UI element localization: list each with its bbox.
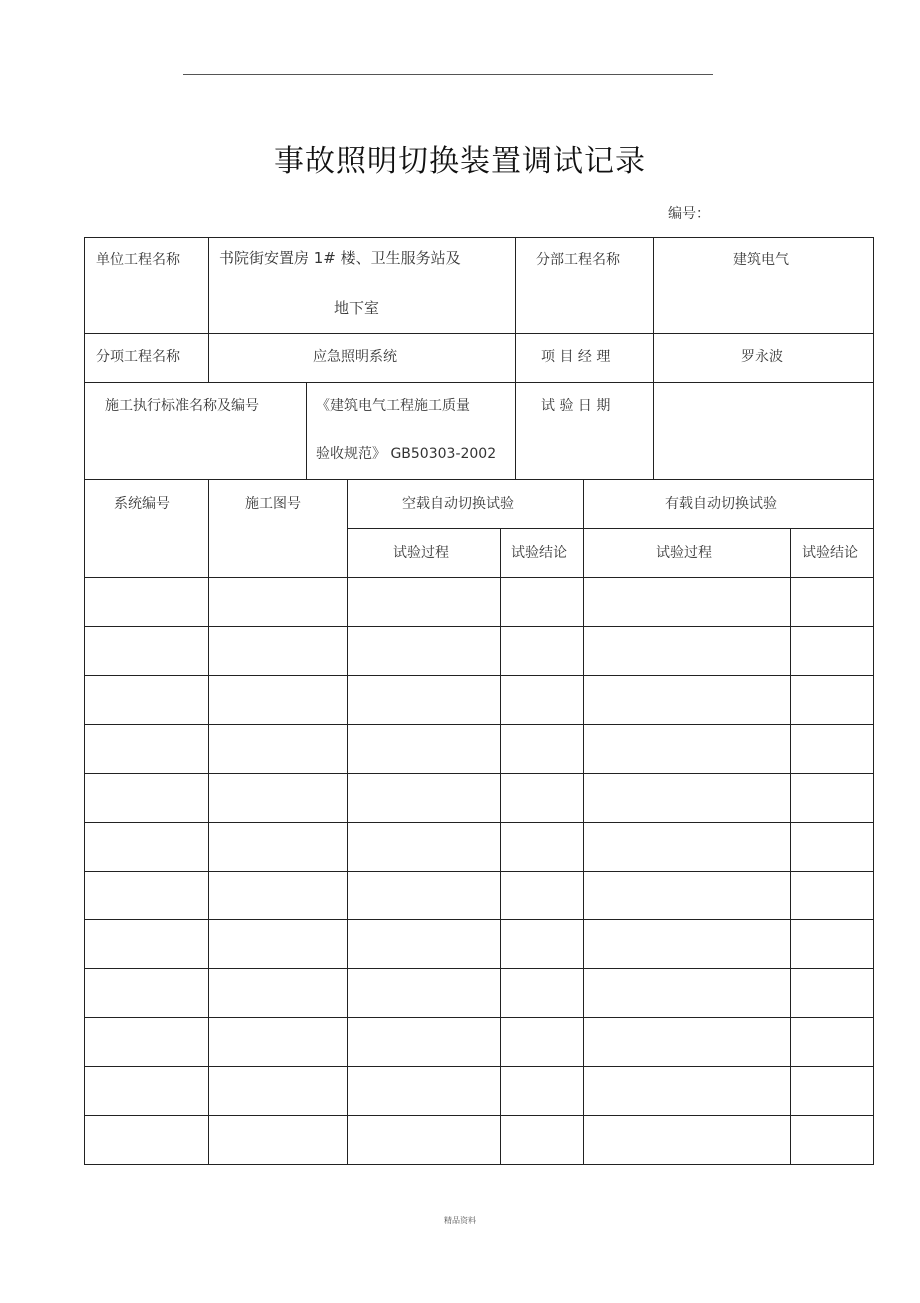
project-manager-label: 项 目 经 理 bbox=[541, 349, 611, 365]
sub-item-label: 分项工程名称 bbox=[96, 349, 180, 365]
table-row-divider bbox=[84, 822, 874, 823]
table-row-divider bbox=[84, 626, 874, 627]
unit-project-label: 单位工程名称 bbox=[96, 252, 180, 268]
standard-label: 施工执行标准名称及编号 bbox=[105, 398, 259, 414]
group-load: 有载自动切换试验 bbox=[665, 496, 777, 512]
info-row-divider bbox=[84, 382, 874, 383]
standard-value-line2: 验收规范》 GB50303-2002 bbox=[316, 446, 497, 462]
unit-project-value-line1: 书院街安置房 1# 楼、卫生服务站及 bbox=[219, 249, 461, 267]
table-row-divider bbox=[84, 724, 874, 725]
info-section-bottom bbox=[84, 479, 874, 480]
sub-conclusion-1: 试验结论 bbox=[511, 545, 567, 561]
table-col-divider bbox=[790, 528, 791, 1165]
table-border-bottom bbox=[84, 1164, 874, 1165]
table-row-divider bbox=[84, 871, 874, 872]
table-row-divider bbox=[84, 1066, 874, 1067]
info-col-divider bbox=[208, 237, 209, 383]
col-system-no: 系统编号 bbox=[114, 496, 170, 512]
table-row-divider bbox=[84, 675, 874, 676]
header-bottom bbox=[84, 577, 874, 578]
header-rule bbox=[183, 74, 713, 75]
table-row-divider bbox=[84, 1115, 874, 1116]
info-col-divider bbox=[306, 382, 307, 480]
table-row-divider bbox=[84, 968, 874, 969]
table-border-left bbox=[84, 237, 85, 1165]
info-col-divider bbox=[515, 237, 516, 480]
sub-division-value: 建筑电气 bbox=[733, 252, 789, 268]
test-date-label: 试 验 日 期 bbox=[541, 398, 611, 414]
group-no-load: 空载自动切换试验 bbox=[402, 496, 514, 512]
unit-project-value-line2: 地下室 bbox=[334, 299, 380, 317]
col-drawing-no: 施工图号 bbox=[245, 496, 301, 512]
sub-division-label: 分部工程名称 bbox=[536, 252, 620, 268]
record-number-label: 编号： bbox=[668, 206, 710, 222]
document-title: 事故照明切换装置调试记录 bbox=[274, 144, 646, 179]
table-row-divider bbox=[84, 1017, 874, 1018]
sub-conclusion-2: 试验结论 bbox=[802, 545, 858, 561]
header-sub-divider bbox=[347, 528, 874, 529]
sub-item-value: 应急照明系统 bbox=[313, 349, 397, 365]
footer-note: 精品资料 bbox=[444, 1216, 476, 1225]
table-row-divider bbox=[84, 919, 874, 920]
project-manager-value: 罗永波 bbox=[741, 349, 783, 365]
info-row-divider bbox=[84, 333, 874, 334]
sub-process-2: 试验过程 bbox=[656, 545, 712, 561]
table-border-top bbox=[84, 237, 874, 238]
table-col-divider bbox=[500, 528, 501, 1165]
table-row-divider bbox=[84, 773, 874, 774]
standard-value-line1: 《建筑电气工程施工质量 bbox=[316, 398, 470, 414]
table-border-right bbox=[873, 237, 874, 1165]
info-col-divider bbox=[653, 237, 654, 480]
sub-process-1: 试验过程 bbox=[393, 545, 449, 561]
